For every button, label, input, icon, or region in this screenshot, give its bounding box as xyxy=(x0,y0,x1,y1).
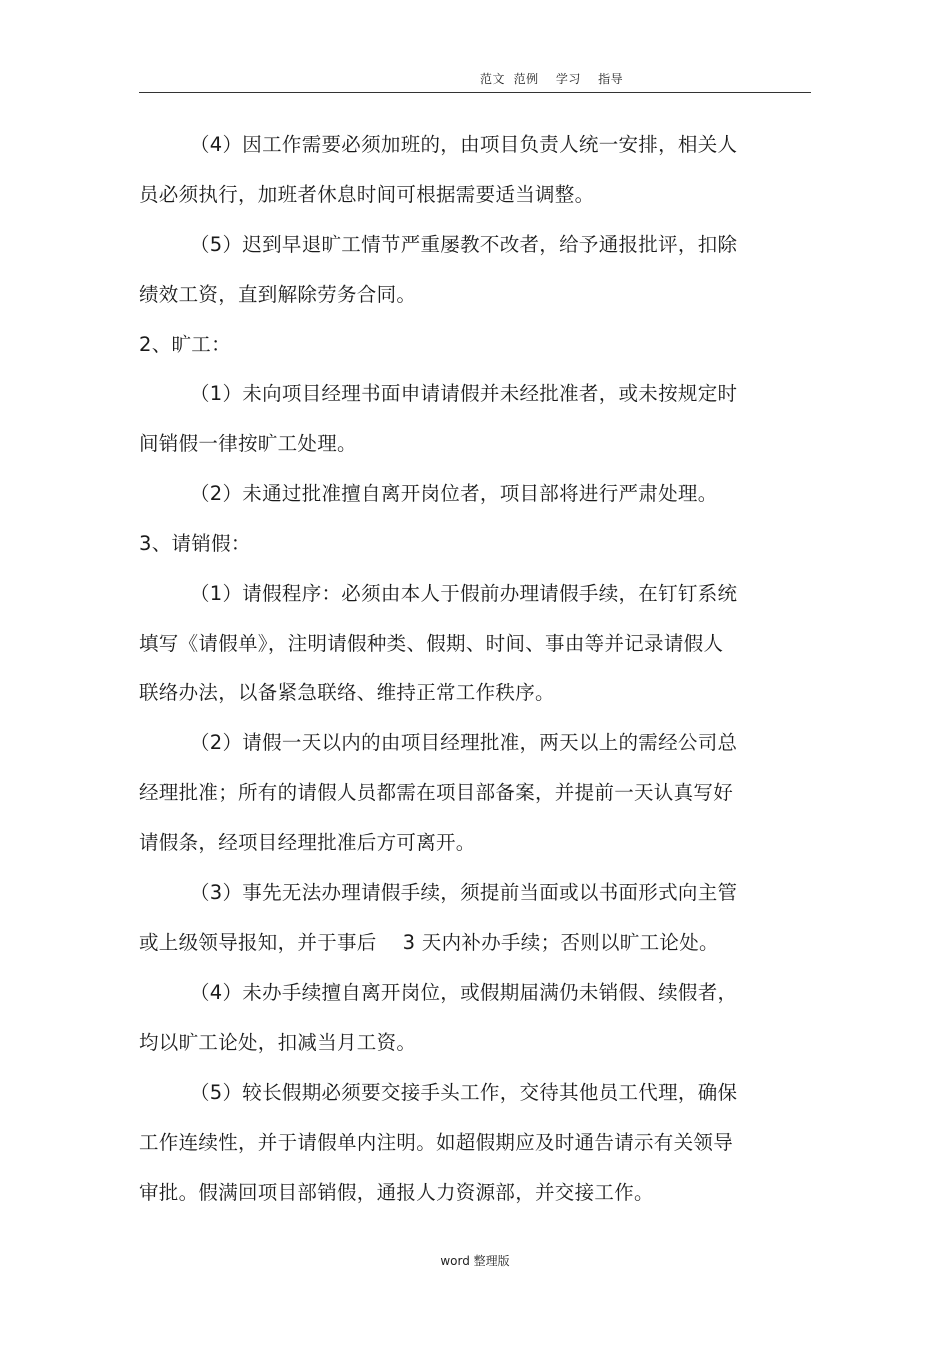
text-line: 间销假一律按旷工处理。 xyxy=(139,432,357,455)
text-line: （2）未通过批准擅自离开岗位者，项目部将进行严肃处理。 xyxy=(190,482,718,505)
page-header xyxy=(139,70,811,93)
section-heading: 3、请销假： xyxy=(139,532,251,555)
page-footer: word 整理版 xyxy=(440,1254,510,1268)
text-line: 请假条，经项目经理批准后方可离开。 xyxy=(139,831,476,854)
text-line: 填写《请假单》，注明请假种类、假期、时间、事由等并记录请假人 xyxy=(139,632,724,655)
text-line: 均以旷工论处，扣减当月工资。 xyxy=(139,1031,417,1054)
section-heading: 2、旷工： xyxy=(139,333,231,356)
text-line: 工作连续性，并于请假单内注明。如超假期应及时通告请示有关领导 xyxy=(139,1131,734,1154)
text-line: （1）未向项目经理书面申请请假并未经批准者，或未按规定时 xyxy=(190,382,738,405)
text-line: （2）请假一天以内的由项目经理批准，两天以上的需经公司总 xyxy=(190,731,738,754)
text-line: （4）未办手续擅自离开岗位，或假期届满仍未销假、续假者， xyxy=(190,981,738,1004)
text-line: 联络办法，以备紧急联络、维持正常工作秩序。 xyxy=(139,681,555,704)
text-line: 审批。假满回项目部销假，通报人力资源部，并交接工作。 xyxy=(139,1181,654,1204)
text-line: （1）请假程序：必须由本人于假前办理请假手续，在钉钉系统 xyxy=(190,582,738,605)
text-line: （4）因工作需要必须加班的，由项目负责人统一安排，相关人 xyxy=(190,133,738,156)
header-text: 范文 范例 学习 指导 xyxy=(480,72,624,86)
text-line: （5）较长假期必须要交接手头工作，交待其他员工代理，确保 xyxy=(190,1081,738,1104)
text-line: 经理批准；所有的请假人员都需在项目部备案，并提前一天认真写好 xyxy=(139,781,734,804)
text-line: （3）事先无法办理请假手续，须提前当面或以书面形式向主管 xyxy=(190,881,738,904)
text-line: 员必须执行，加班者休息时间可根据需要适当调整。 xyxy=(139,183,595,206)
text-line: 或上级领导报知，并于事后 3 天内补办手续；否则以旷工论处。 xyxy=(139,931,719,954)
text-line: 绩效工资，直到解除劳务合同。 xyxy=(139,283,417,306)
text-line: （5）迟到早退旷工情节严重屡教不改者，给予通报批评，扣除 xyxy=(190,233,738,256)
